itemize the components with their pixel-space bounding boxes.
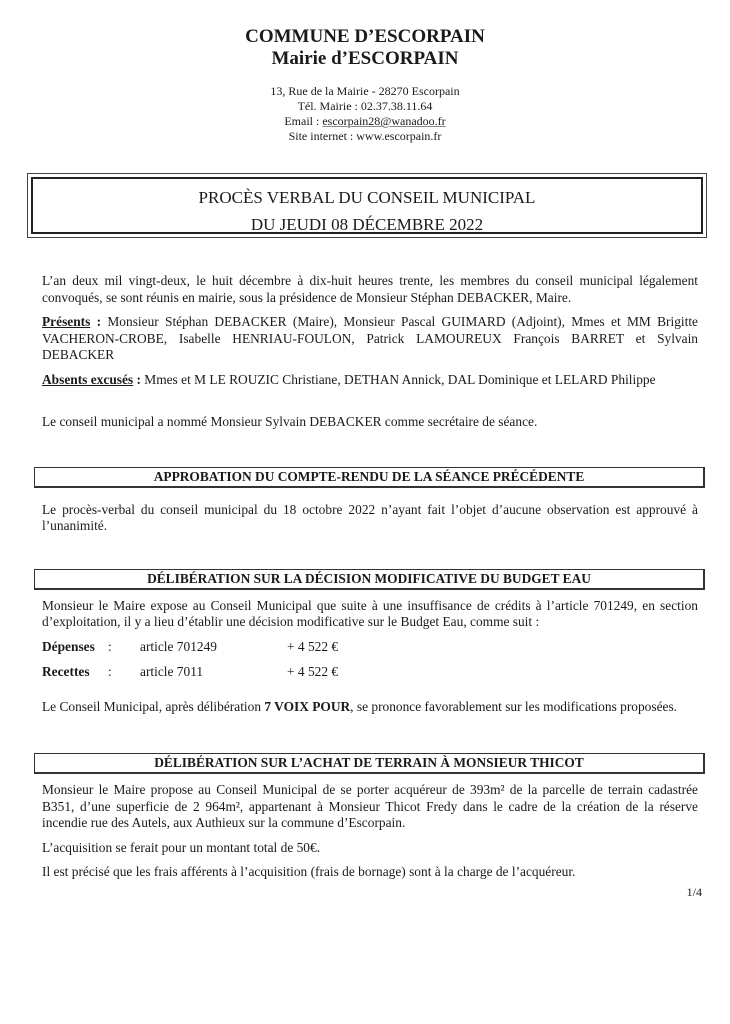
section-heading-budget-eau: DÉLIBÉRATION SUR LA DÉCISION MODIFICATIVE DU BUDGET EAU [34, 569, 705, 590]
absents-separator: : [133, 371, 145, 387]
commune-name: COMMUNE D’ESCORPAIN [245, 26, 485, 47]
budget-row-recettes [42, 664, 698, 680]
absents-label: Absents excusés [42, 371, 134, 387]
absents-list: Mmes et M LE ROUZIC Christiane, DETHAN Annick, DAL Dominique et LELARD Philippe [144, 371, 656, 387]
budget-vote-paragraph [42, 699, 698, 716]
achat-terrain-paragraph: Monsieur le Maire propose au Conseil Municipal de se porter acquéreur de 393m² de la parcelle de terrain cadastrée B351, d’une superficie de 2 964m², appartenant à Monsieur Thicot Fredy dans le cadre de la création de la réserve incendie rue des Autels, aux Authieux sur la commune d’Escorpain. [42, 782, 698, 830]
vote-text-pre: Le Conseil Municipal, après délibération [42, 698, 265, 714]
presents-paragraph [42, 314, 698, 364]
intro-paragraph: L’an deux mil vingt-deux, le huit décembre à dix-huit heures trente, les membres du conseil municipal légalement convoqués, se sont réunis en mairie, sous la présidence de Monsieur Stéphan DEBACKER, Maire. [42, 273, 698, 305]
mairie-name: Mairie d’ESCORPAIN [271, 48, 459, 69]
title-box [27, 173, 707, 238]
approbation-paragraph: Le procès-verbal du conseil municipal du 18 octobre 2022 n’ayant fait l’objet d’aucune observation est approuvé à l’unanimité. [42, 501, 698, 533]
vote-count: 7 VOIX POUR [264, 698, 351, 714]
row-amount: + 4 522 € [287, 638, 339, 654]
presents-label: Présents [42, 314, 91, 329]
email-link[interactable]: escorpain28@wanadoo.fr [322, 114, 446, 128]
absents-paragraph [42, 372, 698, 389]
section-heading-approbation: APPROBATION DU COMPTE-RENDU DE LA SÉANCE PRÉCÉDENTE [34, 467, 705, 488]
presents-list: Monsieur Stéphan DEBACKER (Maire), Monsieur Pascal GUIMARD (Adjoint), Mmes et MM Brigitte VACHERON-CROBE, Isabelle HENRIAU-FOULON, Patrick LAMOUREUX François BARRET et Sylvain DEBACKER [42, 314, 698, 362]
section-heading-achat-terrain: DÉLIBÉRATION SUR L’ACHAT DE TERRAIN À MONSIEUR THICOT [34, 753, 705, 774]
email-line [0, 114, 730, 129]
achat-fees-paragraph: Il est précisé que les frais afférents à l’acquisition (frais de bornage) sont à la charge de l’acquéreur. [42, 864, 576, 879]
page-number: 1/4 [686, 884, 702, 899]
budget-row-depenses [42, 639, 698, 655]
letterhead [0, 26, 730, 144]
achat-amount-paragraph: L’acquisition se ferait pour un montant total de 50€. [42, 839, 321, 855]
row-article: article 701249 [140, 638, 217, 654]
presents-separator: : [90, 314, 108, 329]
document-title: PROCÈS VERBAL DU CONSEIL MUNICIPAL [198, 188, 536, 207]
title-box-inner [31, 177, 703, 234]
budget-eau-paragraph: Monsieur le Maire expose au Conseil Municipal que suite à une insuffisance de crédits à l’article 701249, en section d’exploitation, il y a lieu d’établir une décision modificative sur le Budget Eau, comme suit : [42, 597, 698, 629]
row-amount: + 4 522 € [287, 663, 339, 679]
row-colon: : [108, 663, 112, 679]
address: 13, Rue de la Mairie - 28270 Escorpain [270, 84, 460, 98]
secretary-paragraph: Le conseil municipal a nommé Monsieur Sylvain DEBACKER comme secrétaire de séance. [42, 414, 538, 429]
row-article: article 7011 [140, 663, 204, 679]
row-label: Dépenses [42, 638, 95, 654]
website: Site internet : www.escorpain.fr [288, 129, 442, 143]
contact-block [0, 84, 730, 144]
row-label: Recettes [42, 663, 90, 679]
row-colon: : [108, 638, 112, 654]
vote-text-post: , se prononce favorablement sur les modifications proposées. [350, 698, 678, 714]
meeting-date: DU JEUDI 08 DÉCEMBRE 2022 [250, 215, 484, 234]
phone: Tél. Mairie : 02.37.38.11.64 [297, 99, 433, 113]
email-label: Email : [284, 114, 323, 128]
